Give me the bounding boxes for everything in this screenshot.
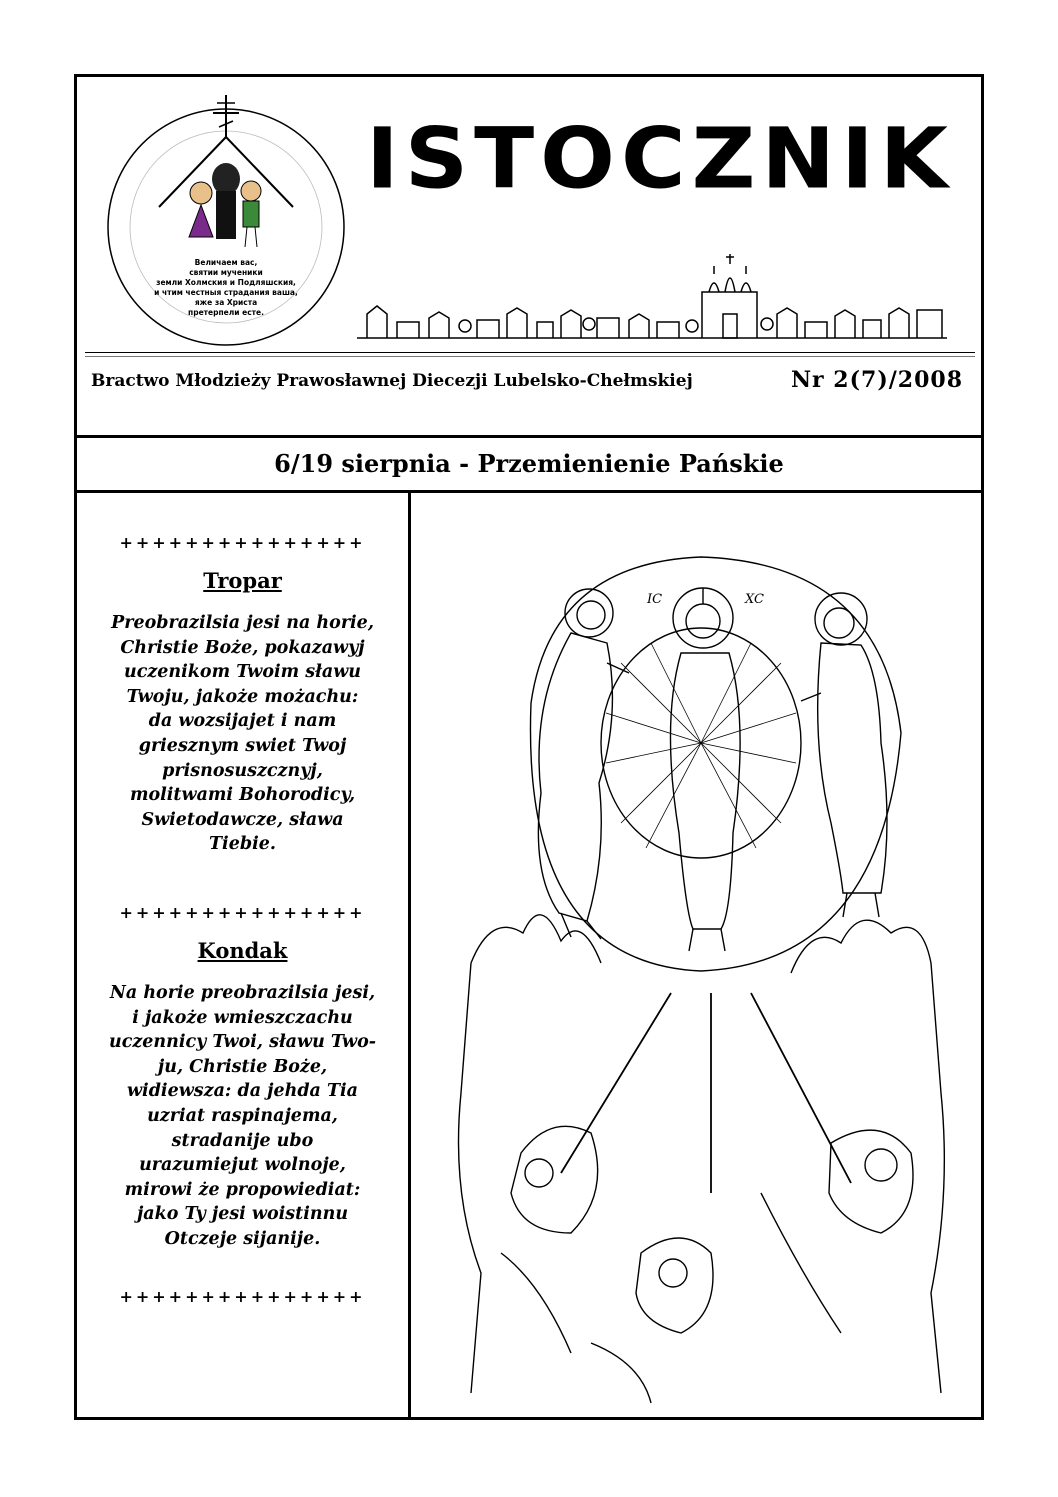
hymn-line: widiewsza: da jehda Tia (126, 1081, 358, 1102)
hymn-line: da wozsijajet i nam (148, 711, 337, 732)
icon-inscription: IC (647, 592, 663, 607)
hymn-line: Otczeje sijanije. (164, 1228, 321, 1249)
logo-line: земли Холмския и Подляшския, (156, 278, 296, 287)
hymn-line: mirowi że propowiediat: (124, 1179, 361, 1200)
issue-number: Nr 2(7)/2008 (790, 367, 963, 393)
hymn-line: jako Ty jesi woistinnu (136, 1204, 349, 1225)
hymn-line: Preobrazilsia jesi na horie, (111, 613, 374, 633)
header-rule (85, 352, 975, 353)
hymn-line: ju, Christie Boże, (157, 1056, 328, 1077)
hymn-line: griesznym swiet Twoj (138, 735, 347, 756)
hymn-line: molitwami Bohorodicy, (129, 785, 356, 806)
hymn-line: Tiebie. (209, 834, 276, 855)
hymn-line: uczennicy Twoi, sławu Two- (108, 1032, 377, 1053)
newsletter-title: ISTOCZNIK (366, 109, 954, 208)
feast-banner: 6/19 sierpnia - Przemienienie Pańskie (77, 435, 981, 493)
logo-line: яже за Христа (194, 298, 258, 307)
brotherhood-logo (91, 87, 361, 355)
icon-panel (411, 493, 981, 1417)
hymn-line: Na horie preobrazilsia jesi, (109, 982, 376, 1003)
logo-line: Величаем вас, (194, 258, 258, 267)
tropar-text (91, 611, 394, 857)
kondak-title: Kondak (197, 937, 288, 963)
hymn-line: uzriat raspinajema, (147, 1105, 338, 1126)
organization-name: Bractwo Młodzieży Prawosławnej Diecezji Lubelsko-Chełmskiej (91, 371, 693, 391)
transfiguration-icon (411, 493, 981, 1417)
hymn-line: Christie Boże, pokazawyj (120, 637, 365, 658)
cross-divider: +++++++++++++++ (119, 1287, 366, 1307)
masthead (77, 77, 981, 435)
kondak-text (91, 981, 394, 1252)
hymn-line: urazumiejut wolnoje, (139, 1155, 346, 1176)
hymn-line: stradanije ubo (171, 1130, 314, 1151)
cross-divider: +++++++++++++++ (119, 533, 366, 552)
logo-line: претерпели есте. (188, 308, 264, 317)
hymn-line: prisnosuszcznyj, (162, 760, 323, 781)
logo-line: и чтим честныя страдания ваша, (154, 288, 298, 297)
hymn-line: i jakoże wmieszczachu (132, 1007, 353, 1028)
header-rule (85, 356, 975, 357)
icon-inscription: XC (745, 592, 764, 607)
logo-line: святии мученики (189, 268, 263, 277)
village-skyline-illustration (357, 252, 947, 342)
hymn-line: uczenikom Twoim sławu (123, 662, 362, 683)
page-frame (74, 74, 984, 1420)
hymn-line: Swietodawcze, sława (141, 809, 344, 830)
tropar-title: Tropar (203, 568, 282, 593)
hymns-column (77, 493, 411, 1417)
hymn-line: Twoju, jakoże możachu: (126, 686, 359, 707)
cross-divider: +++++++++++++++ (119, 902, 366, 922)
